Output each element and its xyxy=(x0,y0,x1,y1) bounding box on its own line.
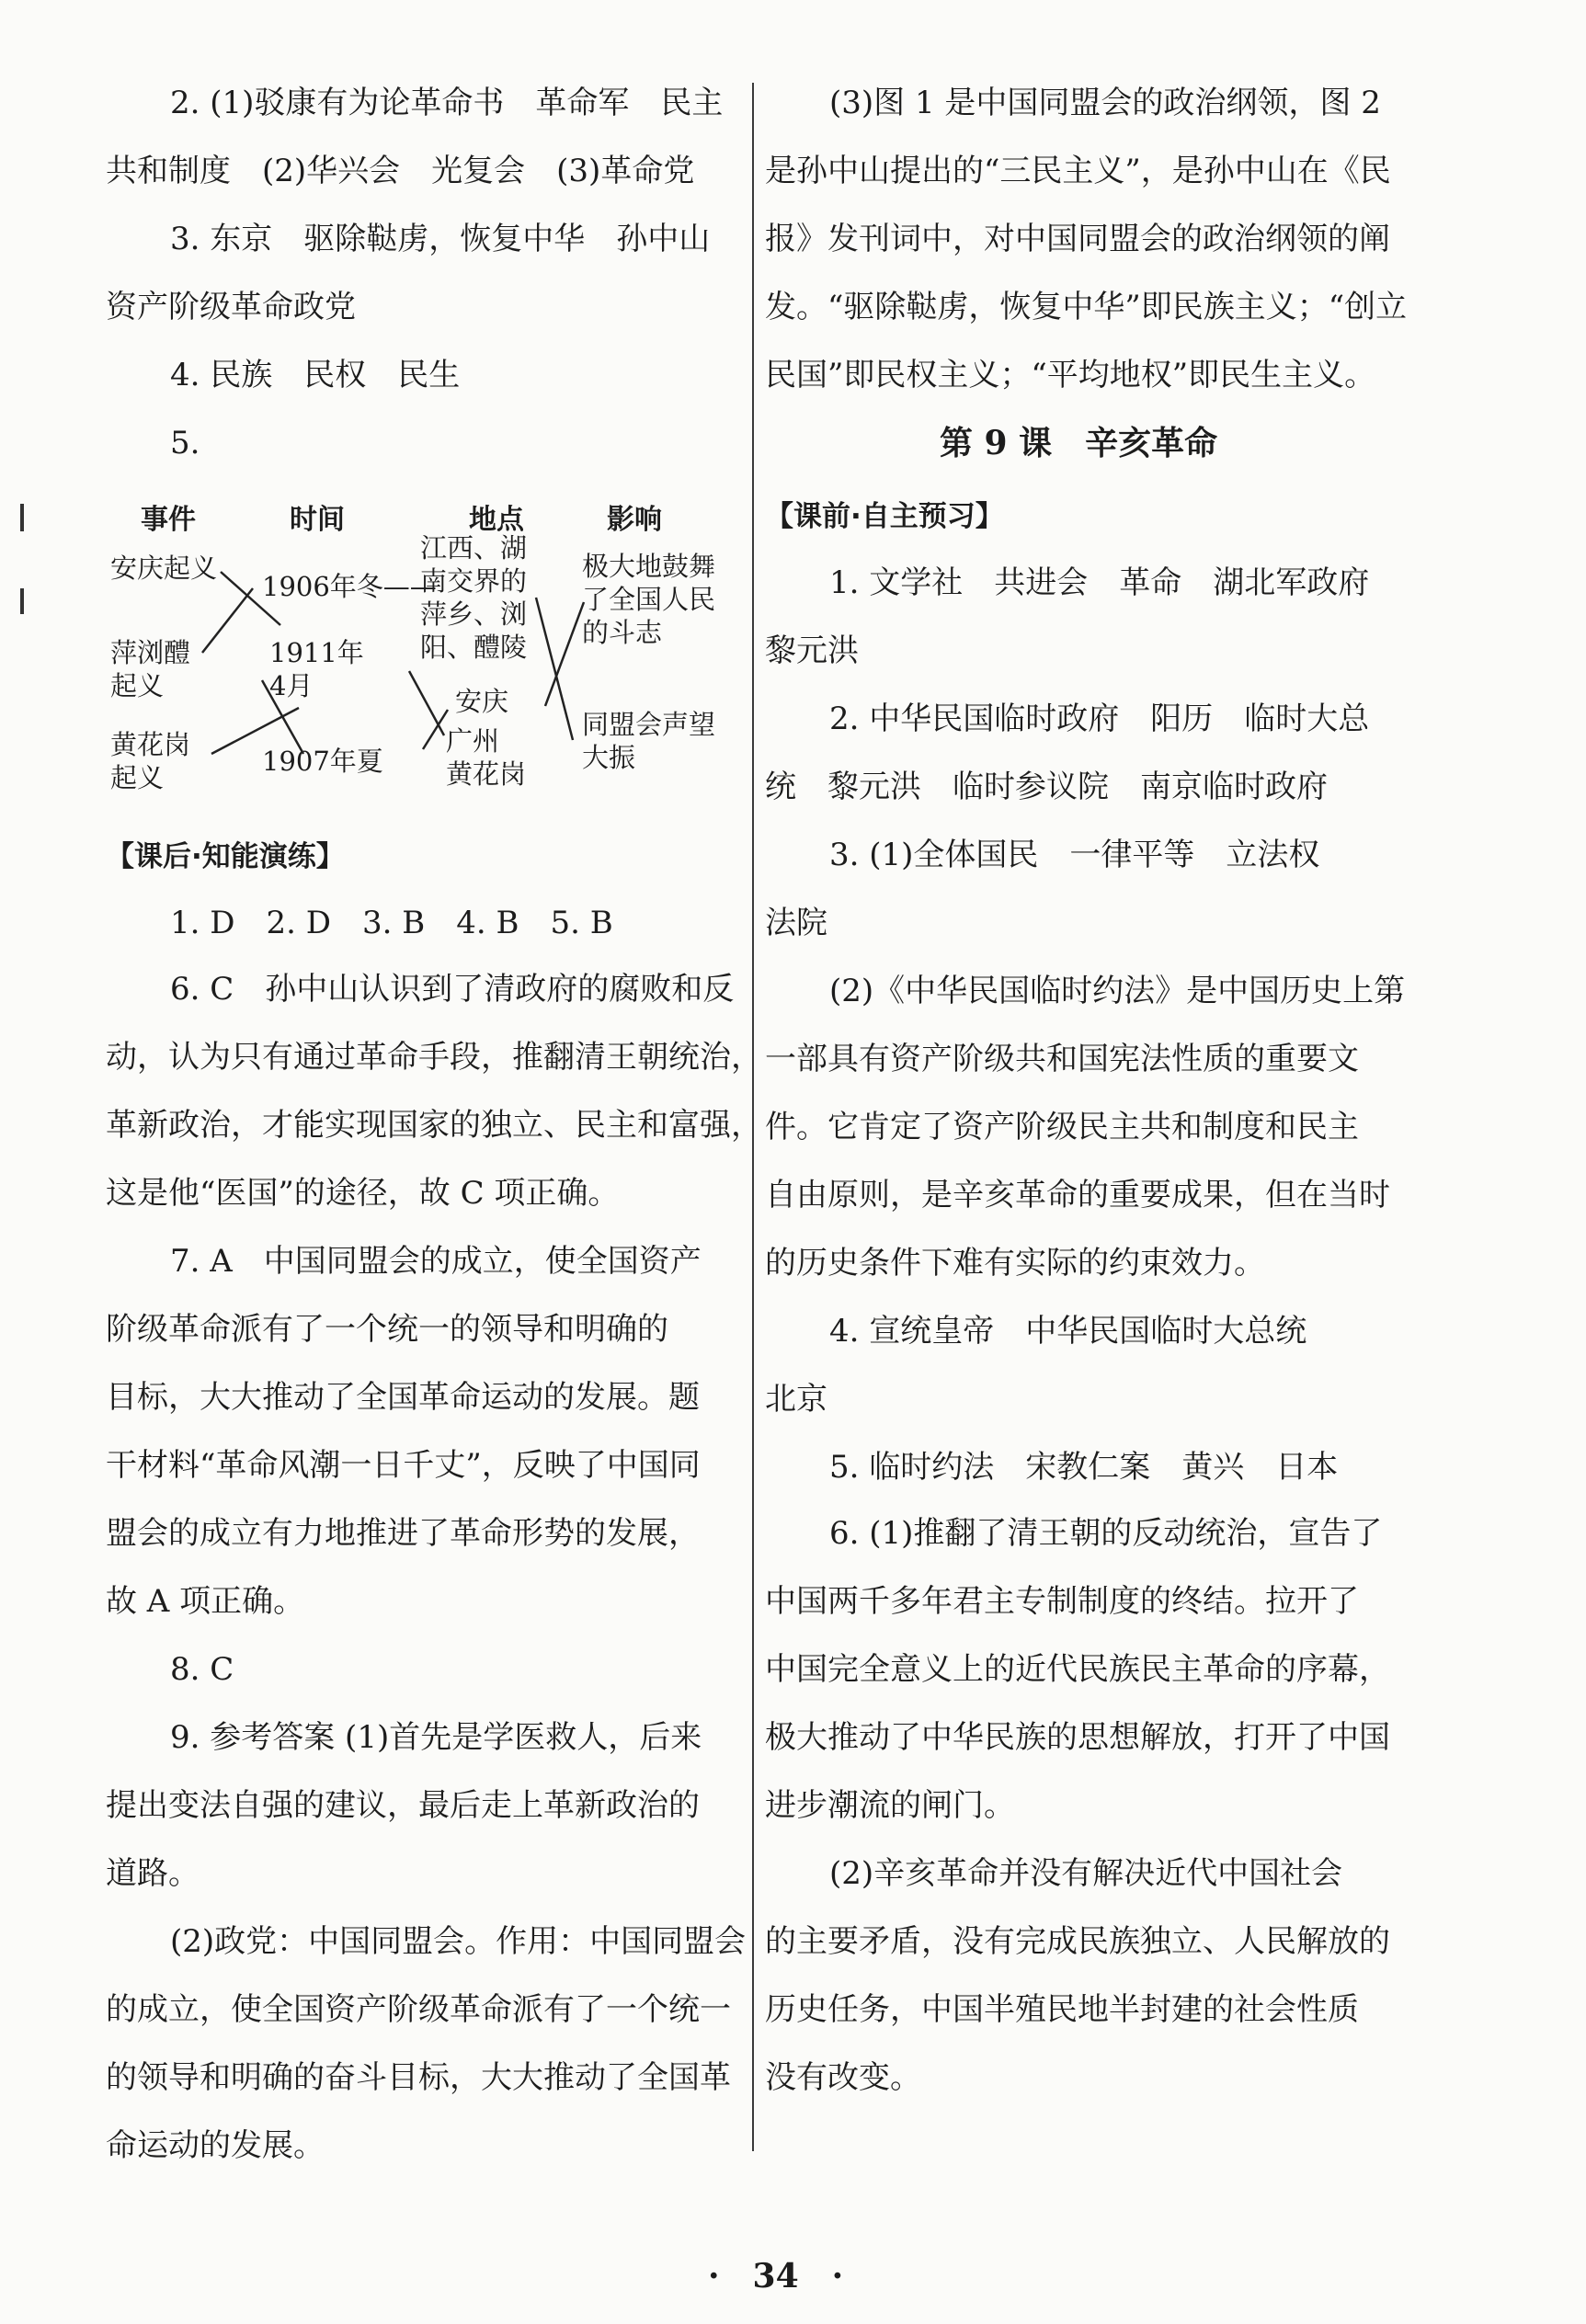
preview-6-line-1: 6. (1)推翻了清王朝的反动统治，宣告了 xyxy=(829,1515,1383,1552)
answers-1-5: 1. D 2. D 3. B 4. B 5. B xyxy=(170,905,613,941)
answer-9-3-line-3: 报》发刊词中，对中国同盟会的政治纲领的阐 xyxy=(765,221,1390,257)
table-header-event: 事件 xyxy=(141,504,196,536)
answer-9-line-5: 的成立，使全国资产阶级革命派有了一个统一 xyxy=(106,1991,731,2028)
answer-7-line-2: 阶级革命派有了一个统一的领导和明确的 xyxy=(106,1311,668,1348)
answer-9-3-line-2: 是孙中山提出的“三民主义”，是孙中山在《民 xyxy=(765,153,1391,189)
answer-9-3-line-4: 发。“驱除鞑虏，恢复中华”即民族主义；“创立 xyxy=(765,289,1408,325)
table-header-impact: 影响 xyxy=(607,504,662,536)
time-1911: 1911年 4月 xyxy=(269,637,364,701)
scan-mark xyxy=(20,504,24,531)
preview-3-line-4: 一部具有资产阶级共和国宪法性质的重要文 xyxy=(765,1041,1359,1077)
scan-mark xyxy=(20,588,24,614)
preview-2-line-2: 统 黎元洪 临时参议院 南京临时政府 xyxy=(765,769,1328,805)
impact-inspire: 极大地鼓舞 了全国人民 的斗志 xyxy=(582,551,716,648)
table-header-place: 地点 xyxy=(469,504,524,536)
match-line xyxy=(423,710,448,749)
section-after-class: 【课后·知能演练】 xyxy=(106,840,345,873)
answer-9-line-7: 命运动的发展。 xyxy=(106,2127,325,2164)
answer-9-line-6: 的领导和明确的奋斗目标，大大推动了全国革 xyxy=(106,2059,731,2096)
preview-4-line-2: 北京 xyxy=(765,1381,827,1418)
preview-4-line-1: 4. 宣统皇帝 中华民国临时大总统 xyxy=(829,1313,1307,1350)
preview-3-line-5: 件。它肯定了资产阶级民主共和制度和民主 xyxy=(765,1109,1359,1145)
event-huanghuagang: 黄花岗 起义 xyxy=(110,729,191,793)
preview-2-line-1: 2. 中华民国临时政府 阳历 临时大总 xyxy=(829,701,1370,737)
page-number: · 34 · xyxy=(708,2257,844,2296)
answer-7-line-5: 盟会的成立有力地推进了革命形势的发展， xyxy=(106,1515,700,1552)
answer-6-line-3: 革新政治，才能实现国家的独立、民主和富强， xyxy=(106,1107,762,1144)
preview-1-line-1: 1. 文学社 共进会 革命 湖北军政府 xyxy=(829,564,1370,601)
preview-6-line-7: 的主要矛盾，没有完成民族独立、人民解放的 xyxy=(765,1923,1390,1960)
answer-9-3-line-1: (3)图 1 是中国同盟会的政治纲领，图 2 xyxy=(829,85,1381,121)
matching-lines xyxy=(106,487,740,800)
preview-5: 5. 临时约法 宋教仁案 黄兴 日本 xyxy=(829,1449,1339,1486)
impact-prestige: 同盟会声望 大振 xyxy=(582,709,716,773)
match-line xyxy=(202,588,253,653)
preview-3-line-2: 法院 xyxy=(765,905,827,941)
answer-9-line-2: 提出变法自强的建议，最后走上革新政治的 xyxy=(106,1787,700,1824)
answer-7-line-1: 7. A 中国同盟会的成立，使全国资产 xyxy=(170,1243,702,1280)
answer-7-line-4: 干材料“革命风潮一日千丈”，反映了中国同 xyxy=(106,1447,701,1484)
answer-3-line-1: 3. 东京 驱除鞑虏，恢复中华 孙中山 xyxy=(170,221,711,257)
place-anqing: 安庆 xyxy=(455,686,509,717)
preview-1-line-2: 黎元洪 xyxy=(765,632,859,669)
event-anqing: 安庆起义 xyxy=(110,553,218,584)
preview-3-line-6: 自由原则，是辛亥革命的重要成果，但在当时 xyxy=(765,1177,1390,1213)
time-1906: 1906年冬—— xyxy=(262,571,437,602)
answer-9-line-1: 9. 参考答案 (1)首先是学医救人，后来 xyxy=(170,1719,702,1756)
preview-6-line-2: 中国两千多年君主专制制度的终结。拉开了 xyxy=(765,1583,1359,1620)
preview-6-line-4: 极大推动了中华民族的思想解放，打开了中国 xyxy=(765,1719,1390,1756)
match-line xyxy=(211,708,299,754)
answer-9-line-4: (2)政党：中国同盟会。作用：中国同盟会 xyxy=(170,1923,747,1960)
answer-9-line-3: 道路。 xyxy=(106,1855,200,1892)
answer-6-line-4: 这是他“医国”的途径，故 C 项正确。 xyxy=(106,1175,620,1212)
answer-3-line-2: 资产阶级革命政党 xyxy=(106,289,356,325)
match-line xyxy=(536,598,573,740)
answer-7-line-6: 故 A 项正确。 xyxy=(106,1583,305,1620)
lesson-title: 第 9 课 辛亥革命 xyxy=(940,424,1218,462)
answer-7-line-3: 目标，大大推动了全国革命运动的发展。题 xyxy=(106,1379,700,1416)
answer-8: 8. C xyxy=(170,1651,234,1688)
preview-3-line-1: 3. (1)全体国民 一律平等 立法权 xyxy=(829,837,1320,873)
place-guangzhou: 广州 黄花岗 xyxy=(446,725,527,790)
preview-3-line-7: 的历史条件下难有实际的约束效力。 xyxy=(765,1245,1265,1282)
preview-6-line-3: 中国完全意义上的近代民族民主革命的序幕， xyxy=(765,1651,1390,1688)
preview-6-line-6: (2)辛亥革命并没有解决近代中国社会 xyxy=(829,1855,1343,1892)
place-pingxiang: 江西、湖 南交界的 萍乡、浏 阳、醴陵 xyxy=(420,532,528,663)
answer-6-line-1: 6. C 孙中山认识到了清政府的腐败和反 xyxy=(170,971,735,1008)
answer-9-3-line-5: 民国”即民权主义；“平均地权”即民生主义。 xyxy=(765,357,1376,393)
answer-5-label: 5. xyxy=(170,425,200,461)
event-pingliuli: 萍浏醴 起义 xyxy=(110,637,191,701)
preview-6-line-8: 历史任务，中国半殖民地半封建的社会性质 xyxy=(765,1991,1359,2028)
time-1907: 1907年夏 xyxy=(262,746,383,777)
section-before-class: 【课前·自主预习】 xyxy=(765,500,1004,533)
preview-6-line-5: 进步潮流的闸门。 xyxy=(765,1787,1015,1824)
table-header-time: 时间 xyxy=(290,504,345,536)
answer-2-line-2: 共和制度 (2)华兴会 光复会 (3)革命党 xyxy=(106,153,695,189)
preview-6-line-9: 没有改变。 xyxy=(765,2059,921,2096)
answer-2-line-1: 2. (1)驳康有为论革命书 革命军 民主 xyxy=(170,85,724,121)
matching-table xyxy=(106,487,740,800)
preview-3-line-3: (2)《中华民国临时约法》是中国历史上第 xyxy=(829,973,1406,1009)
answer-4: 4. 民族 民权 民生 xyxy=(170,357,461,393)
answer-6-line-2: 动，认为只有通过革命手段，推翻清王朝统治， xyxy=(106,1039,762,1076)
